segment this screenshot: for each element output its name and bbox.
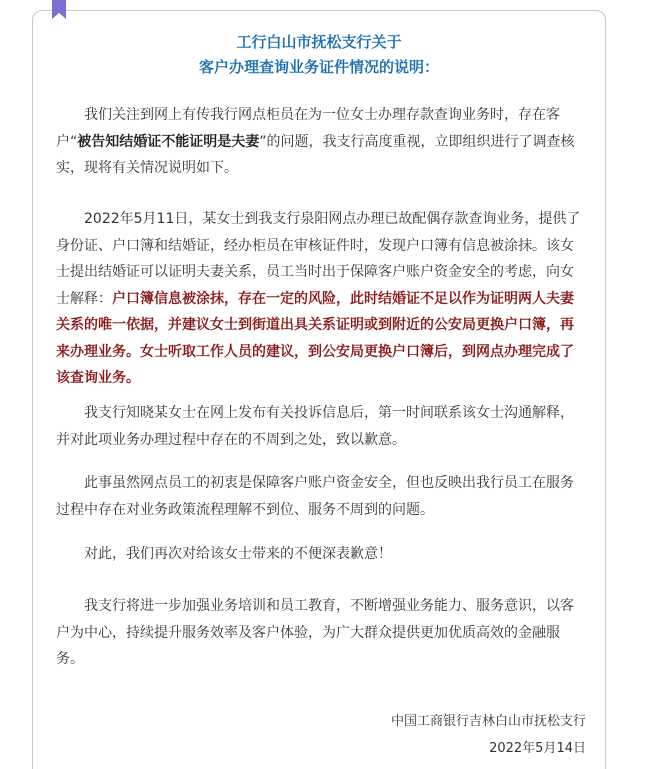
paragraph-1 (56, 102, 586, 182)
paragraph-4: 此事虽然网点员工的初衷是保障客户账户资金安全，但也反映出我行员工在服务过程中存在对业务政策流程理解不到位、服务不周到的问题。 (56, 475, 574, 518)
title-line-1: 工行白山市抚松支行关于 (236, 33, 402, 51)
signature-date: 2022年5月14日 (489, 741, 586, 756)
p1-bold-quote: 被告知结婚证不能证明是夫妻 (77, 133, 260, 150)
p1-text-2: ”的问题，我支行高度重视，立即组织进行了调查核实，现将有关情况说明如下。 (56, 133, 575, 176)
p1-text-1: 我们关注到网上有传我行网点柜员在为一位女士办理存款查询业务时，存在客户“ (56, 107, 560, 150)
p2-text: 2022年5月11日，某女士到我支行泉阳网点办理已故配偶存款查询业务，提供了身份证、户口簿和结婚证，经办柜员在审核证件时，发现户口簿有信息被涂抹。该女士提出结婚证可以证明夫妻关系，员工当时出于保障客户账户资金安全的考虑，向女士解释： (56, 211, 581, 307)
paragraph-2 (56, 206, 586, 392)
paragraph-3: 我支行知晓某女士在网上发布有关投诉信息后，第一时间联系该女士沟通解释，并对此项业务办理过程中存在的不周到之处，致以歉意。 (56, 405, 574, 448)
signature-org: 中国工商银行吉林白山市抚松支行 (390, 714, 586, 729)
notice-title (32, 30, 606, 80)
p2-emphasis: 户口簿信息被涂抹，存在一定的风险，此时结婚证不足以作为证明两人夫妻关系的唯一依据，并建议女士到街道出具关系证明或到附近的公安局更换户口簿，再来办理业务。女士听取工作人员的建议，到公安局更换户口簿后，到网点办理完成了该查询业务。 (56, 290, 574, 386)
title-line-2: 客户办理查询业务证件情况的说明： (198, 58, 439, 76)
paragraph-6: 我支行将进一步加强业务培训和员工教育，不断增强业务能力、服务意识，以客户为中心，持续提升服务效率及客户体验，为广大群众提供更加优质高效的金融服务。 (56, 598, 574, 667)
paragraph-5: 对此，我们再次对给该女士带来的不便深表歉意！ (84, 546, 392, 562)
